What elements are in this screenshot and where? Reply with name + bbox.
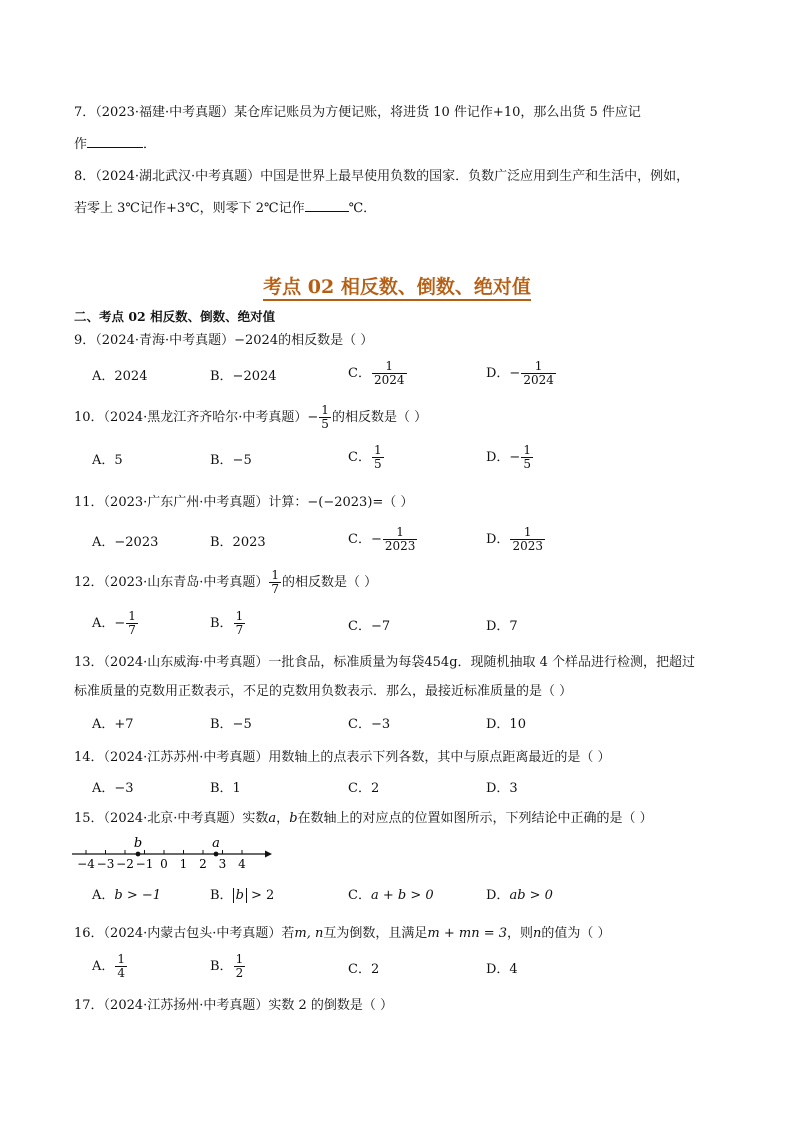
q10-option-a[interactable]: A．5 xyxy=(92,453,123,468)
q8-line2 xyxy=(74,197,376,218)
q16-option-c[interactable]: C．2 xyxy=(348,962,380,977)
q8-text: 若零上 3℃记作+3℃，则零下 2℃记作 xyxy=(74,201,305,216)
q9-stem: 9．（2024·青海·中考真题）−2024的相反数是（ ） xyxy=(74,333,374,348)
q16-option-b[interactable]: B． $\frac{1}{2}$ xyxy=(210,952,244,980)
q14-stem: 14．（2024·江苏苏州·中考真题）用数轴上的点表示下列各数，其中与原点距离最近的是（ ） xyxy=(74,750,611,765)
q7-answer-blank[interactable] xyxy=(87,133,143,148)
q13-option-b[interactable]: B．−5 xyxy=(210,717,252,732)
axis-tick-label: 1 xyxy=(179,857,188,870)
fraction: $\frac{1}{2}$ xyxy=(235,952,244,980)
q13-option-a[interactable]: A．+7 xyxy=(92,717,134,732)
fraction: $\frac{1}{2023}$ xyxy=(384,525,416,553)
q12-option-b[interactable]: B． $\frac{1}{7}$ xyxy=(210,609,244,637)
q15-option-d[interactable]: D．ab > 0 xyxy=(486,888,553,903)
q7-end: ． xyxy=(143,137,157,152)
q16-stem: 16．（2024·内蒙古包头·中考真题）若m, n互为倒数，且满足m + mn = 3，则n的值为（ ） xyxy=(74,926,611,941)
q10-stem: 10．（2024·黑龙江齐齐哈尔·中考真题）− $\frac{1}{5}$ 的相反数是（ ） xyxy=(74,403,428,431)
q8-end: ℃． xyxy=(348,201,377,216)
q14-option-c[interactable]: C．2 xyxy=(348,781,380,796)
q9-option-b[interactable]: B．−2024 xyxy=(210,369,277,384)
q16-option-d[interactable]: D．4 xyxy=(486,962,518,977)
q17-stem: 17．（2024·江苏扬州·中考真题）实数 2 的倒数是（ ） xyxy=(74,998,394,1013)
fraction: $\frac{1}{5}$ xyxy=(523,443,531,471)
section-title: 考点 02 相反数、倒数、绝对值 xyxy=(0,272,794,299)
fraction: $\frac{1}{2023}$ xyxy=(512,525,543,553)
fraction: $\frac{1}{2024}$ xyxy=(373,359,405,387)
q8-answer-blank[interactable] xyxy=(305,197,349,212)
q16-option-a[interactable]: A． $\frac{1}{4}$ xyxy=(92,952,126,980)
q13-option-c[interactable]: C．−3 xyxy=(348,717,391,732)
q13-line2: 标准质量的克数用正数表示，不足的克数用负数表示．那么，最接近标准质量的是（ ） xyxy=(74,684,573,699)
axis-tick-label: 2 xyxy=(199,857,207,870)
q9-option-a[interactable]: A．2024 xyxy=(92,369,148,384)
q15-option-a[interactable]: A．b > −1 xyxy=(92,888,162,903)
fraction: $\frac{1}{7}$ xyxy=(271,568,280,596)
axis-tick-label: −3 xyxy=(96,857,115,870)
axis-tick-label: −4 xyxy=(77,857,95,870)
point-b-dot xyxy=(136,852,141,857)
fraction: $\frac{1}{7}$ xyxy=(128,609,136,637)
q12-option-a[interactable]: A．− $\frac{1}{7}$ xyxy=(92,609,136,637)
point-b-label: b xyxy=(133,836,143,851)
section-subtitle: 二、考点 02 相反数、倒数、绝对值 xyxy=(74,309,276,324)
q12-stem: 12．（2023·山东青岛·中考真题） $\frac{1}{7}$ 的相反数是（ ） xyxy=(74,568,378,596)
q12-option-c[interactable]: C．−7 xyxy=(348,619,391,634)
q15-option-b[interactable]: B． b > 2 xyxy=(210,888,275,903)
q7-text: 作 xyxy=(74,137,88,152)
q14-option-b[interactable]: B．1 xyxy=(210,781,241,796)
q10-option-d[interactable]: D．− $\frac{1}{5}$ xyxy=(486,443,531,471)
q11-option-a[interactable]: A．−2023 xyxy=(92,535,159,550)
q11-stem: 11．（2023·广东广州·中考真题）计算：−(−2023)=（ ） xyxy=(74,495,414,510)
q13-line1: 13．（2024·山东威海·中考真题）一批食品，标准质量为每袋454g．现随机抽取 4 个样品进行检测，把超过 xyxy=(74,655,696,670)
q11-option-d[interactable]: D． $\frac{1}{2023}$ xyxy=(486,525,543,553)
fraction: $\frac{1}{5}$ xyxy=(373,443,382,471)
q7-line2 xyxy=(74,133,156,154)
axis-tick-label: −2 xyxy=(116,857,134,870)
axis-tick-label: 4 xyxy=(238,857,246,870)
number-line xyxy=(70,834,280,870)
q13-option-d[interactable]: D．10 xyxy=(486,717,526,732)
fraction: $\frac{1}{7}$ xyxy=(235,609,244,637)
q7-line1: 7．（2023·福建·中考真题）某仓库记账员为方便记账，将进货 10 件记作+10，那么出货 5 件应记 xyxy=(74,105,641,120)
q11-option-b[interactable]: B．2023 xyxy=(210,535,266,550)
q8-line1: 8．（2024·湖北武汉·中考真题）中国是世界上最早使用负数的国家．负数广泛应用到生产和生活中，例如， xyxy=(74,169,690,184)
q15-stem: 15．（2024·北京·中考真题）实数a，b在数轴上的对应点的位置如图所示，下列结论中正确的是（ ） xyxy=(74,811,653,826)
axis-tick-label: 0 xyxy=(160,857,168,870)
axis-tick-label: 3 xyxy=(218,857,227,870)
q9-option-d[interactable]: D．− $\frac{1}{2024}$ xyxy=(486,359,554,387)
q9-option-c[interactable]: C． $\frac{1}{2024}$ xyxy=(348,359,405,387)
q10-option-c[interactable]: C． $\frac{1}{5}$ xyxy=(348,443,382,471)
point-a-label: a xyxy=(212,836,220,851)
axis-tick-label: −1 xyxy=(135,857,154,870)
fraction: $\frac{1}{5}$ xyxy=(321,403,329,431)
fraction: $\frac{1}{4}$ xyxy=(117,952,126,980)
q12-option-d[interactable]: D．7 xyxy=(486,619,518,634)
q10-option-b[interactable]: B．−5 xyxy=(210,453,252,468)
q14-option-d[interactable]: D．3 xyxy=(486,781,518,796)
q11-option-c[interactable]: C．− $\frac{1}{2023}$ xyxy=(348,525,416,553)
q15-option-c[interactable]: C．a + b > 0 xyxy=(348,888,434,903)
point-a-dot xyxy=(214,852,219,857)
q14-option-a[interactable]: A．−3 xyxy=(92,781,134,796)
fraction: $\frac{1}{2024}$ xyxy=(523,359,554,387)
